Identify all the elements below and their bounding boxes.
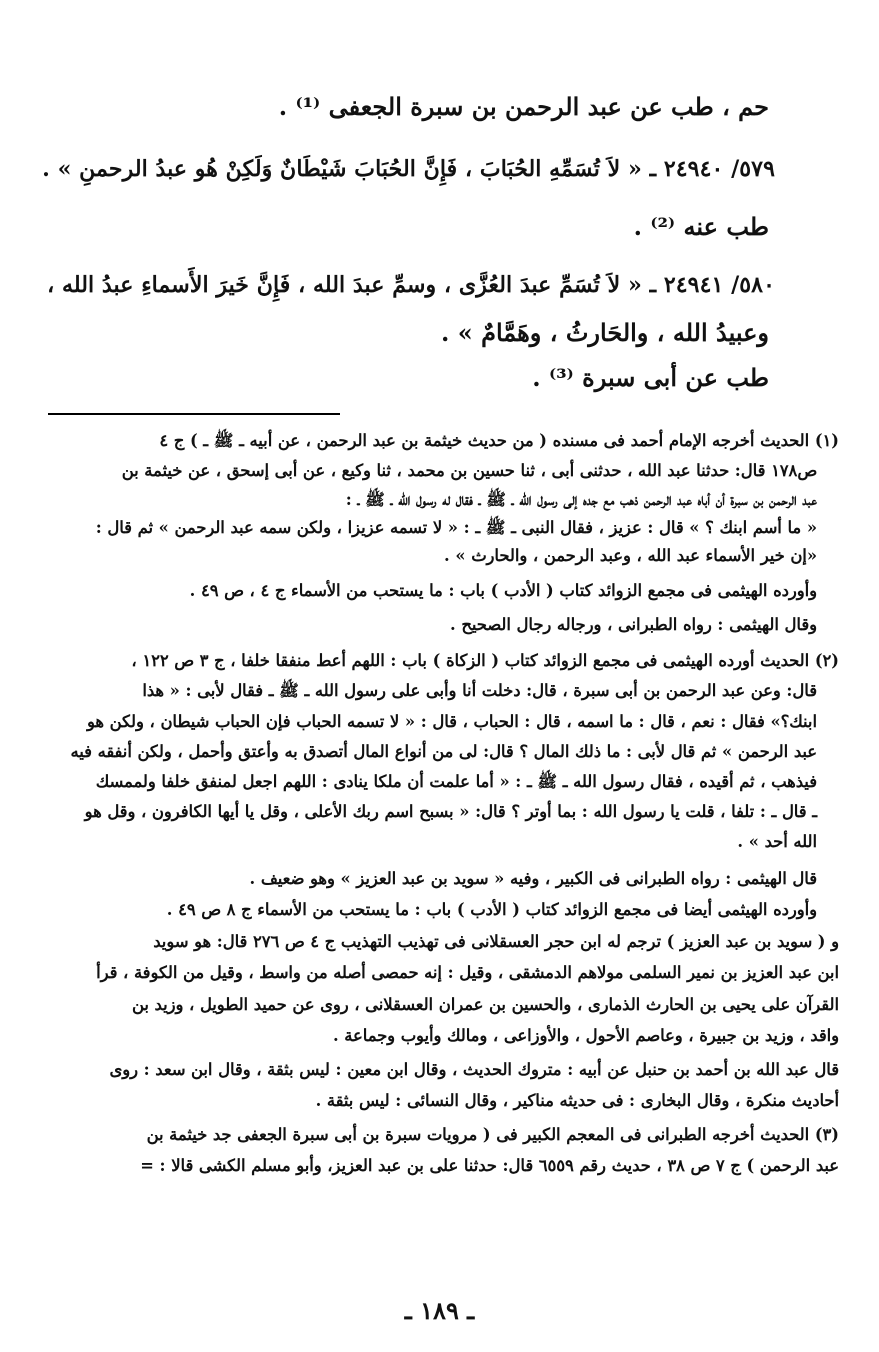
- footnote-line: ص١٧٨ قال: حدثنا عبد الله ، حدثنى أبى ، ثنا حسين بن محمد ، ثنا وكيع ، عن أبى إسحق ، عن خيثمة بن: [121, 461, 817, 480]
- footnote-line: قال الهيثمى : رواه الطبرانى فى الكبير ، وفيه « سويد بن عبد العزيز » وهو ضعيف .: [249, 869, 817, 888]
- footnote-line: الله أحد » .: [737, 832, 817, 851]
- footnote-line: وأورده الهيثمى أيضا فى مجمع الزوائد كتاب ( الأدب ) باب : ما يستحب من الأسماء ج ٨ ص ٤٩ .: [166, 900, 817, 919]
- footnote-line: (٢) الحديث أورده الهيثمى فى مجمع الزوائد كتاب ( الزكاة ) باب : اللهم أعط منفقا خلفا ، ج ٣ ص ١٢٢ ،: [131, 651, 839, 670]
- footnote-line: عبد الرحمن ) ج ٧ ص ٣٨ ، حديث رقم ٦٥٥٩ قال: حدثنا على بن عبد العزيز، وأبو مسلم الكشى قالا : =: [140, 1156, 839, 1175]
- footnote-line: قال عبد الله بن أحمد بن حنبل عن أبيه : متروك الحديث ، وقال ابن معين : ليس بثقة ، وقال ابن سعد : روى: [109, 1060, 839, 1079]
- main-line: ٥٧٩/ ٢٤٩٤٠ ـ « لاَ تُسَمِّهِ الحُبَابَ ، فَإِنَّ الحُبَابَ شَيْطَانٌ وَلَكِنْ هُو عبدُ الرحمنِ » .: [42, 156, 775, 182]
- footnote-line: وأورده الهيثمى فى مجمع الزوائد كتاب ( الأدب ) باب : ما يستحب من الأسماء ج ٤ ، ص ٤٩ .: [189, 581, 817, 600]
- footnote-line: « ما أسم ابنك ؟ » قال : عزيز ، فقال النبى ـ ﷺ ـ : « لا تسمه عزيزا ، ولكن سمه عبد الرحمن » ثم قال :: [95, 518, 817, 537]
- main-line: حم ، طب عن عبد الرحمن بن سبرة الجعفى ⁽¹⁾ .: [278, 92, 769, 121]
- footnote-separator: [48, 413, 340, 415]
- footnote-line: عبد الرحمن » ثم قال لأبى : ما ذلك المال ؟ قال: لى من أنواع المال أتصدق به وأعتق وأحمل ، ولكن أنفقه فيه: [70, 742, 817, 761]
- footnote-line: ـ قال ـ : تلفا ، قلت يا رسول الله : بما أوتر ؟ قال: « بسبح اسم ربك الأعلى ، وقل يا أيها الكافرون ، وقل هو: [84, 802, 817, 821]
- footnote-line: وقال الهيثمى : رواه الطبرانى ، ورجاله رجال الصحيح .: [449, 615, 817, 634]
- footnote-line: ابنك؟» فقال : نعم ، قال : ما اسمه ، قال : الحباب ، قال : « لا تسمه الحباب فإن الحباب شيطان ، ولكن هو: [87, 712, 817, 731]
- footnote-line: فيذهب ، ثم أقيده ، فقال رسول الله ـ ﷺ ـ : « أما علمت أن ملكا ينادى : اللهم اجعل لمنفق خلفا ولممسك: [95, 772, 817, 791]
- footnote-line: القرآن على يحيى بن الحارث الذمارى ، والحسين بن عمران العسقلانى ، روى عن حميد الطويل ، وزيد بن: [131, 995, 839, 1014]
- footnote-line: واقد ، وزيد بن جبيرة ، وعاصم الأحول ، والأوزاعى ، ومالك وأيوب وجماعة .: [332, 1026, 839, 1045]
- footnote-line: قال: وعن عبد الرحمن بن أبى سبرة ، قال: دخلت أنا وأبى على رسول الله ـ ﷺ ـ فقال لأبى : « هذا: [142, 681, 817, 700]
- footnote-line: و ( سويد بن عبد العزيز ) ترجم له ابن حجر العسقلانى فى تهذيب التهذيب ج ٤ ص ٢٧٦ قال: هو سويد: [153, 932, 839, 951]
- footnote-line: (١) الحديث أخرجه الإمام أحمد فى مسنده ( من حديث خيثمة بن عبد الرحمن ، عن أبيه ـ ﷺ ـ ) ج ٤: [159, 431, 839, 450]
- main-line: طب عنه ⁽²⁾ .: [633, 212, 769, 241]
- footnote-line: عبد الرحمن بن سبرة أن أباه عبد الرحمن ذهب مع جده إلى رسول الله ـ ﷺ ـ فقال له رسول الله ـ ﷺ ـ :: [345, 490, 817, 509]
- main-line: وعبيدُ الله ، والحَارثُ ، وهَمَّامٌ » .: [441, 318, 769, 347]
- page-number: ـ ١٨٩ ـ: [404, 1296, 475, 1325]
- main-line: ٥٨٠/ ٢٤٩٤١ ـ « لاَ تُسَمِّ عبدَ العُزَّى ، وسمِّ عبدَ الله ، فَإِنَّ خَيرَ الأَسماءِ عبدُ الله ،: [47, 272, 775, 298]
- footnote-line: أحاديث منكرة ، وقال البخارى : فى حديثه مناكير ، وقال النسائى : ليس بثقة .: [315, 1091, 839, 1110]
- footnote-line: ابن عبد العزيز بن نمير السلمى مولاهم الدمشقى ، وقيل : إنه حمصى أصله من واسط ، وقيل من الكوفة ، قرأ: [96, 963, 839, 982]
- footnote-line: «إن خير الأسماء عبد الله ، وعبد الرحمن ، والحارث » .: [444, 546, 817, 565]
- main-line: طب عن أبى سبرة ⁽³⁾ .: [532, 363, 769, 392]
- footnote-line: (٣) الحديث أخرجه الطبرانى فى المعجم الكبير فى ( مرويات سبرة بن أبى سبرة الجعفى جد خيثمة بن: [146, 1125, 839, 1144]
